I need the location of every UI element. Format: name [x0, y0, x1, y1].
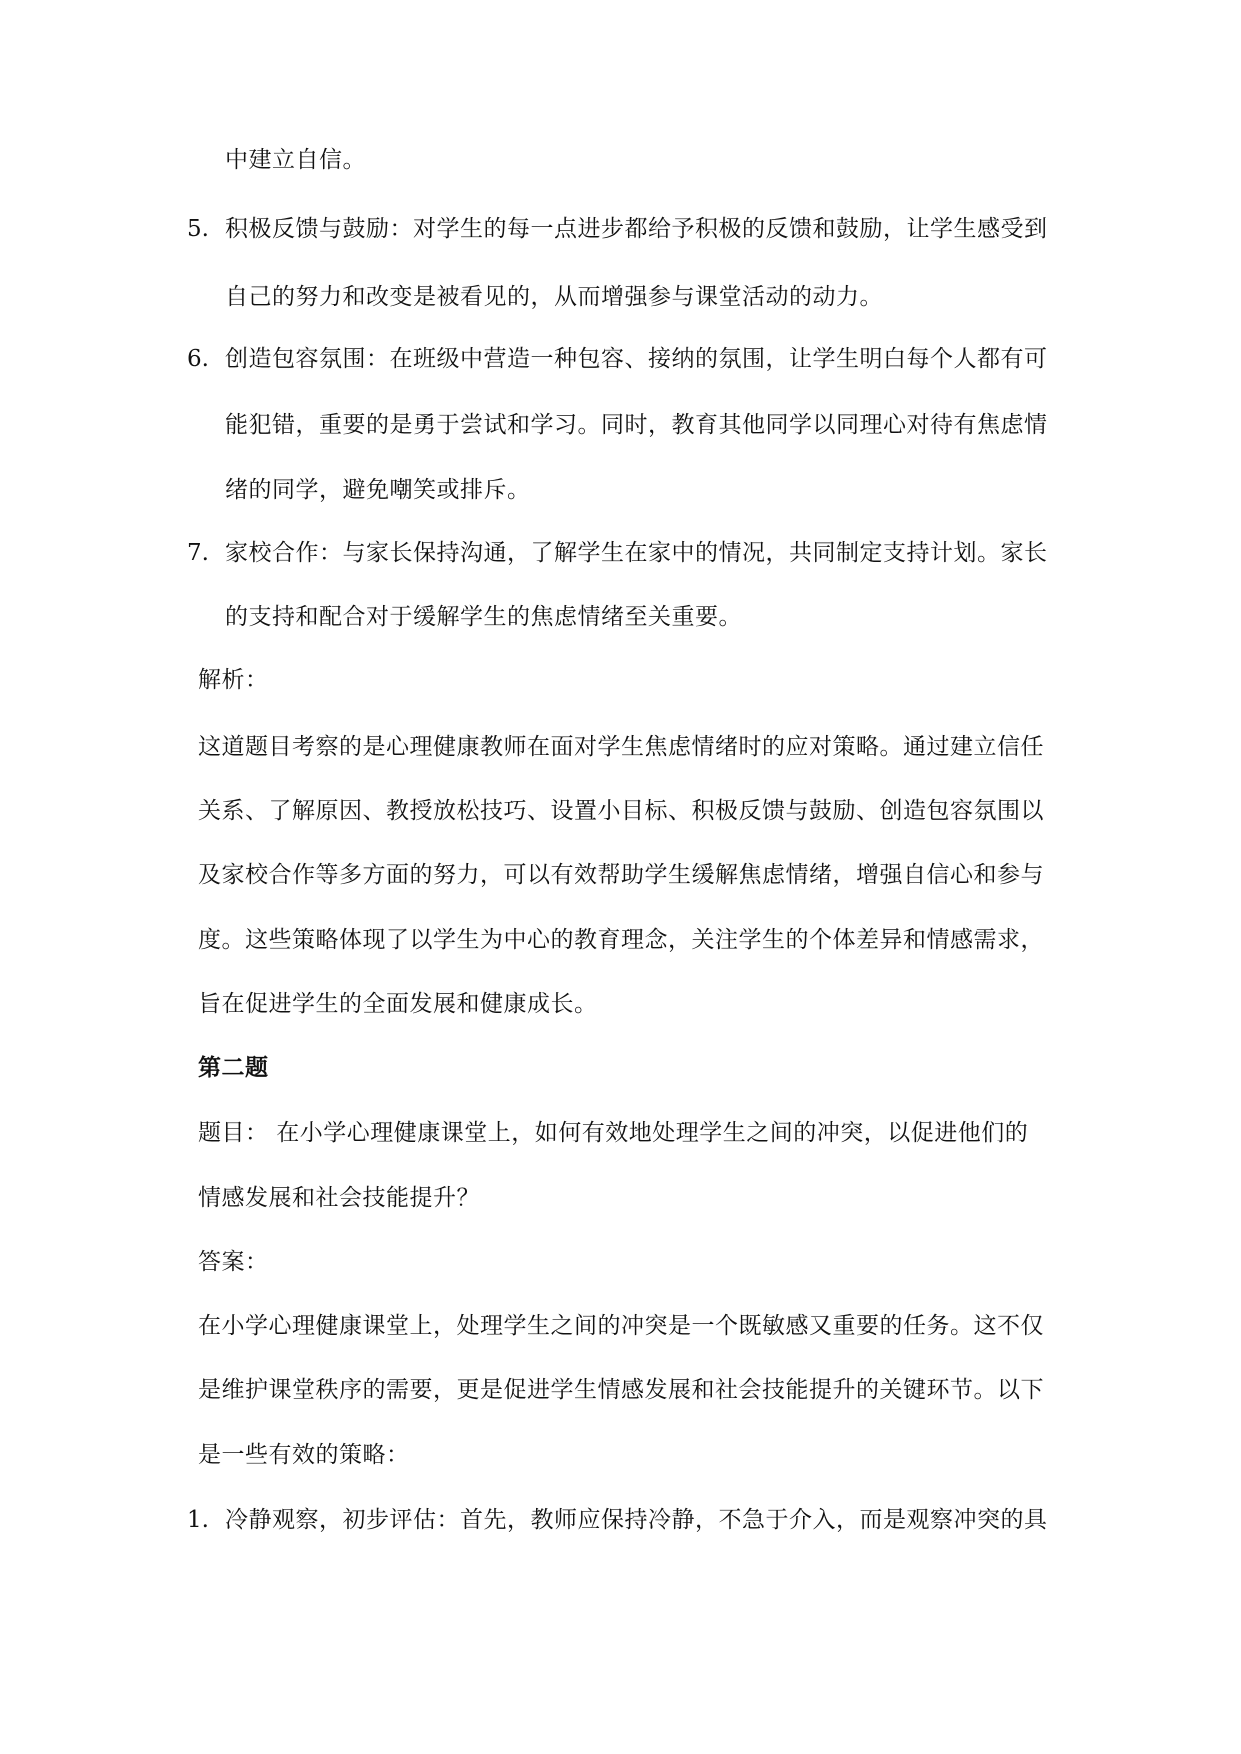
- section-label: 解析：: [198, 667, 269, 693]
- text-line: 旨在促进学生的全面发展和健康成长。: [198, 991, 598, 1017]
- text-line: 绪的同学，避免嘲笑或排斥。: [225, 477, 531, 503]
- text-line: 自己的努力和改变是被看见的，从而增强参与课堂活动的动力。: [225, 284, 883, 310]
- text-line: 是一些有效的策略：: [198, 1442, 410, 1468]
- text-line: 这道题目考察的是心理健康教师在面对学生焦虑情绪时的应对策略。通过建立信任: [198, 734, 1044, 760]
- list-number: 1.: [187, 1507, 209, 1533]
- text-line: 关系、了解原因、教授放松技巧、设置小目标、积极反馈与鼓励、创造包容氛围以: [198, 798, 1044, 824]
- text-line: 及家校合作等多方面的努力，可以有效帮助学生缓解焦虑情绪，增强自信心和参与: [198, 862, 1044, 888]
- text-line: 创造包容氛围：在班级中营造一种包容、接纳的氛围，让学生明白每个人都有可: [225, 346, 1048, 372]
- text-line: 度。这些策略体现了以学生为中心的教育理念，关注学生的个体差异和情感需求，: [198, 927, 1044, 953]
- list-number: 7.: [187, 540, 209, 566]
- text-line: 题目： 在小学心理健康课堂上，如何有效地处理学生之间的冲突，以促进他们的: [198, 1120, 1029, 1146]
- text-line: 积极反馈与鼓励：对学生的每一点进步都给予积极的反馈和鼓励，让学生感受到: [225, 216, 1048, 242]
- text-line: 能犯错，重要的是勇于尝试和学习。同时，教育其他同学以同理心对待有焦虑情: [225, 412, 1048, 438]
- text-line: 的支持和配合对于缓解学生的焦虑情绪至关重要。: [225, 604, 742, 630]
- text-line: 中建立自信。: [225, 147, 366, 173]
- text-line: 家校合作：与家长保持沟通，了解学生在家中的情况，共同制定支持计划。家长: [225, 540, 1048, 566]
- question-heading: 第二题: [198, 1055, 269, 1081]
- list-number: 6.: [187, 346, 209, 372]
- list-number: 5.: [187, 216, 209, 242]
- text-line: 是维护课堂秩序的需要，更是促进学生情感发展和社会技能提升的关键环节。以下: [198, 1377, 1044, 1403]
- text-line: 情感发展和社会技能提升？: [198, 1185, 480, 1211]
- text-line: 在小学心理健康课堂上，处理学生之间的冲突是一个既敏感又重要的任务。这不仅: [198, 1313, 1044, 1339]
- section-label: 答案：: [198, 1249, 269, 1275]
- text-line: 冷静观察，初步评估：首先，教师应保持冷静，不急于介入，而是观察冲突的具: [225, 1507, 1048, 1533]
